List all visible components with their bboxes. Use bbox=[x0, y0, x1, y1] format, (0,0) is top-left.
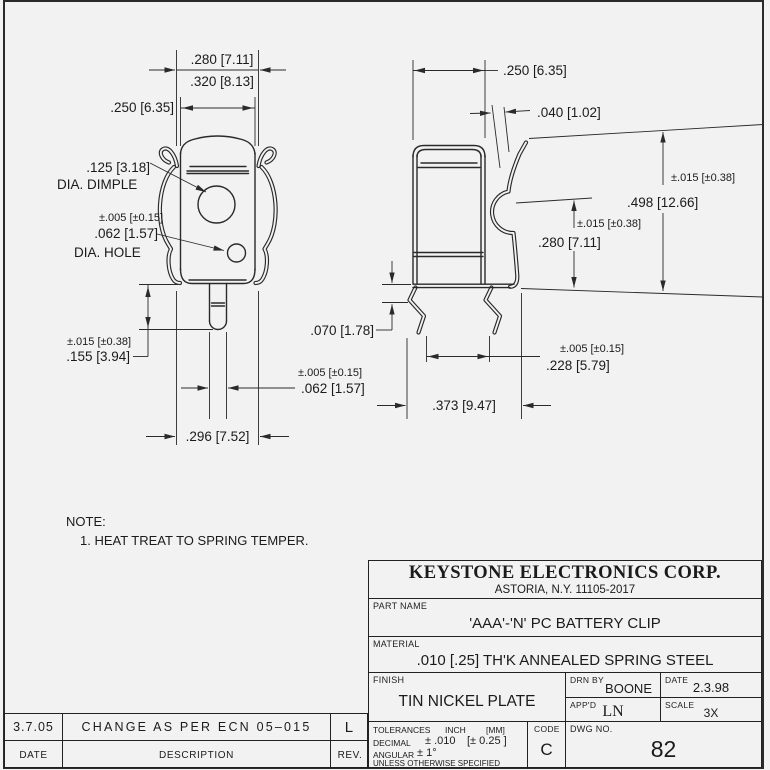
tolerances-label: TOLERANCES bbox=[373, 725, 431, 735]
tol-angular-value: ± 1° bbox=[417, 747, 437, 759]
date-value: 2.3.98 bbox=[692, 680, 730, 695]
note-block bbox=[66, 514, 309, 548]
front-body-top bbox=[181, 136, 256, 154]
tol-decimal-inch: ± .010 bbox=[425, 735, 456, 747]
date-label: DATE bbox=[665, 675, 689, 685]
revision-rev: L bbox=[344, 718, 356, 736]
dim-hole-label: DIA. HOLE bbox=[74, 245, 141, 260]
material-label: MATERIAL bbox=[373, 639, 420, 649]
tol-unless-note: UNLESS OTHERWISE SPECIFIED bbox=[373, 759, 500, 768]
title-block bbox=[368, 560, 762, 768]
revision-rev-cell bbox=[331, 714, 369, 741]
dim-side-height: .498 [12.66] bbox=[627, 195, 699, 210]
dim-side-gap: .040 [1.02] bbox=[537, 105, 601, 120]
finish-label: FINISH bbox=[373, 675, 405, 685]
dim-side-height-tol: ±.015 [±0.38] bbox=[671, 172, 736, 184]
front-tab-tip bbox=[210, 321, 227, 330]
code-value: C bbox=[540, 740, 553, 759]
drn-by-cell bbox=[566, 673, 661, 698]
revision-date-cell bbox=[5, 714, 63, 741]
dim-side-standoff: .070 [1.78] bbox=[310, 323, 374, 338]
dim-side-contact-tol: ±.015 [±0.38] bbox=[577, 218, 642, 230]
revision-date-label: DATE bbox=[19, 749, 48, 761]
dim-dimple-label: DIA. DIMPLE bbox=[57, 177, 138, 192]
tol-decimal-label: DECIMAL bbox=[373, 738, 411, 748]
front-view bbox=[57, 50, 365, 445]
front-hole bbox=[228, 244, 246, 262]
dim-tab-len-tol: ±.015 [±0.38] bbox=[66, 336, 131, 348]
revision-desc-cell bbox=[63, 714, 331, 741]
dim-hole-tol: ±.005 [±0.15] bbox=[98, 212, 163, 224]
front-dimple bbox=[198, 186, 235, 223]
dim-hole-dia: .062 [1.57] bbox=[94, 226, 158, 241]
appd-cell bbox=[566, 698, 661, 722]
revision-block bbox=[4, 713, 368, 768]
dim-front-width-lower: .320 [8.13] bbox=[190, 74, 254, 89]
front-body-bottom bbox=[181, 269, 256, 284]
dim-front-top-flat: .250 [6.35] bbox=[110, 100, 174, 115]
dwg-no-label: DWG NO. bbox=[570, 724, 613, 734]
dim-front-bottom-width: .296 [7.52] bbox=[185, 429, 250, 444]
dim-front-width-upper: .280 [7.11] bbox=[190, 52, 254, 67]
dim-side-leg-span: .228 [5.79] bbox=[546, 358, 610, 373]
material-value: .010 [.25] TH'K ANNEALED SPRING STEEL bbox=[416, 652, 714, 669]
part-name-value: 'AAA'-'N' PC BATTERY CLIP bbox=[469, 615, 661, 632]
finish-value: TIN NICKEL PLATE bbox=[398, 693, 536, 710]
scale-label: SCALE bbox=[665, 700, 695, 710]
scale-value: 3X bbox=[703, 706, 719, 720]
revision-description: CHANGE AS PER ECN 05–015 bbox=[81, 720, 312, 734]
title-block-company-cell bbox=[369, 561, 761, 599]
scale-cell bbox=[661, 698, 761, 722]
dim-tab-len: .155 [3.94] bbox=[66, 349, 130, 364]
date-cell bbox=[661, 673, 761, 698]
revision-desc-label: DESCRIPTION bbox=[159, 749, 234, 761]
dim-dimple-dia: .125 [3.18] bbox=[86, 160, 150, 175]
revision-date-label-cell bbox=[5, 741, 63, 769]
dim-tab-width-tol: ±.005 [±0.15] bbox=[298, 367, 363, 379]
note-title: NOTE: bbox=[66, 514, 106, 529]
dwg-no-value: 82 bbox=[650, 736, 677, 762]
dim-side-leg-span-tol: ±.005 [±0.15] bbox=[560, 343, 625, 355]
dwg-no-cell bbox=[566, 722, 761, 769]
company-name: KEYSTONE ELECTRONICS CORP. bbox=[408, 563, 722, 583]
tolerances-cell bbox=[369, 722, 528, 769]
code-label: CODE bbox=[534, 724, 560, 734]
tol-inch-label: INCH bbox=[445, 725, 466, 735]
part-name-cell bbox=[369, 599, 761, 637]
tol-decimal-mm: [± 0.25 ] bbox=[467, 735, 507, 747]
material-cell bbox=[369, 637, 761, 673]
dim-side-contact: .280 [7.11] bbox=[538, 235, 601, 250]
drn-by-label: DRN BY bbox=[570, 675, 604, 685]
appd-label: APP'D bbox=[570, 700, 597, 710]
side-view bbox=[310, 60, 763, 419]
drn-by-value: BOONE bbox=[605, 681, 652, 696]
revision-desc-label-cell bbox=[63, 741, 331, 769]
dim-tab-width: .062 [1.57] bbox=[301, 381, 365, 396]
tol-mm-label: [MM] bbox=[486, 725, 505, 735]
dim-side-body-width: .250 [6.35] bbox=[503, 63, 567, 78]
company-address: ASTORIA, N.Y. 11105-2017 bbox=[494, 584, 636, 596]
code-cell bbox=[528, 722, 566, 769]
part-name-label: PART NAME bbox=[373, 601, 428, 611]
revision-rev-label: REV. bbox=[337, 749, 363, 761]
note-item: 1. HEAT TREAT TO SPRING TEMPER. bbox=[80, 533, 309, 548]
tol-angular-label: ANGULAR bbox=[373, 750, 415, 760]
dim-side-overall-depth: .373 [9.47] bbox=[432, 398, 496, 413]
appd-value: LN bbox=[602, 703, 624, 720]
revision-rev-label-cell bbox=[331, 741, 369, 769]
finish-cell bbox=[369, 673, 566, 722]
revision-date: 3.7.05 bbox=[13, 720, 54, 734]
